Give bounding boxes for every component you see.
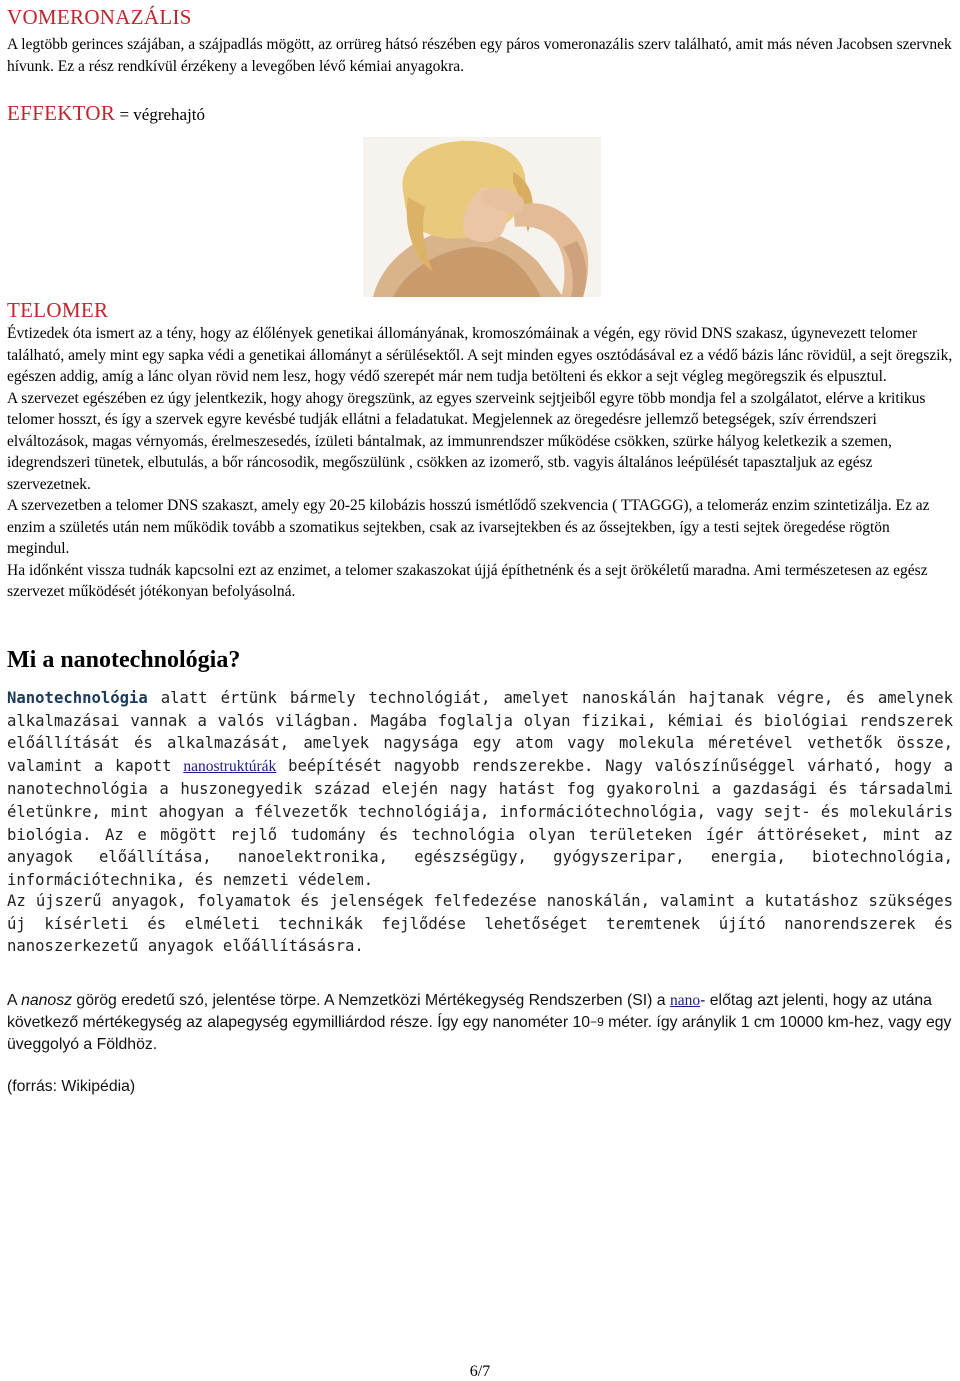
nanotechnology-heading: Mi a nanotechnológia? [7,647,241,673]
paragraph-text: A [7,992,22,1009]
telomer-paragraph: Ha időnként vissza tudnák kapcsolni ezt az enzimet, a telomer szakaszokat újjá építhetnénk és a sejt örökéletű maradna. Ami természetesen az egész szervezet működését jótékonyan befolyásolná. [7,561,928,600]
telomer-body [7,323,953,603]
telomer-paragraph: A szervezetben a telomer DNS szakaszt, amely egy 20-25 kilobázis hosszú ismétlődő szekvencia ( TTAGGG), a telomeráz enzim szintetizálja. Ez az enzim a születés után nem működik tovább a szomatikus sejtekben, csak az ivarsejtekben és az őssejtekben, így a testi sejtek öregedése rögtön megindul. [7,497,930,557]
nanostructures-link[interactable]: nanostruktúrák [183,757,277,775]
nano-prefix-link[interactable]: nano [669,992,701,1009]
telomer-heading: TELOMER [7,298,109,322]
photo-illustration [363,137,601,297]
effektor-definition: = végrehajtó [115,105,206,124]
effektor-heading: EFFEKTOR [7,101,116,125]
vomeronazalis-heading: VOMERONAZÁLIS [7,5,192,29]
nanotechnology-paragraph-2: Az újszerű anyagok, folyamatok és jelenségek felfedezése nanoskálán, valamint a kutatáshoz szükséges új kísérleti és elméleti technikák fejlődése lehetőséget teremtenek újító nanorendszerek és nanoszerkezetű anyagok előállításásra. [7,892,953,956]
source-note: (forrás: Wikipédia) [7,1078,136,1095]
telomer-paragraph: A szervezet egészében ez úgy jelentkezik, hogy ahogy öregszünk, az egyes szerveink sejtjeiből egyre több mondja fel a szolgálatot, elérve a kritikus telomer hosszt, és így a szervek egyre kevésbé tudják ellátni a feladatukat. Megjelennek az öregedésre jellemző betegségek, szív érrendszeri elváltozások, magas vérnyomás, érelmeszesedés, ízületi bántalmak, az immunrendszer működése csökken, szürke hályog keletkezik a szemen, idegrendszeri tünetek, elbutulás, a bőr ráncosodik, megőszülünk , csökken az izomerő, stb. vagyis általános leépülését tapasztaljuk az egész szervezetnek. [7,389,926,493]
exponent: −9 [590,1014,604,1029]
woman-headache-image [363,137,601,297]
nano-definition-paragraph [7,990,953,1056]
paragraph-text: - előtag azt jelenti, hogy az utána következő mértékegység az alapegység egymilliárdod része. Így egy nanométer 10 [7,992,932,1031]
paragraph-text: beépítését nagyobb rendszerekbe. Nagy valószínűséggel várható, hogy a nanotechnológia a huszonegyedik század elején nagy hatást fog gyakorolni a gazdasági és társadalmi életünkre, mint ahogyan a félvezetők technológiája, információtechnológia, vagy sejt- és molekuláris biológia. Az e mögött rejlő tudomány és technológia olyan területeken ígér áttöréseket, mint az anyagok előállítása, nanoelektronika, egészségügy, gyógyszeripar, energia, biotechnológia, információtechnika, és nemzeti védelem. [7,756,953,889]
vomeronazalis-paragraph: A legtöbb gerinces szájában, a szájpadlás mögött, az orrüreg hátsó részében egy páros vomeronazális szerv található, amit más néven Jacobsen szervnek hívunk. Ez a rész rendkívül érzékeny a levegőben lévő kémiai anyagokra. [7,36,952,75]
nanosz-word: nanosz [21,992,73,1009]
nanotechnology-term: Nanotechnológia [7,689,148,707]
page-number: 6/7 [469,1363,491,1380]
paragraph-text: görög eredetű szó, jelentése törpe. A Nemzetközi Mértékegység Rendszerben (SI) a [72,992,670,1009]
telomer-paragraph: Évtizedek óta ismert az a tény, hogy az élőlények genetikai állományának, kromoszómáinak a végén, egy rövid DNS szakasz, úgynevezett telomer található, amely mint egy sapka védi a genetikai állományt a sérülésektől. A sejt minden egyes osztódásával ez a védő bázis lánc rövidül, a sejt öregszik, egészen addig, amíg a lánc olyan rövid nem lesz, hogy védő szerepét már nem tudja betölteni és ekkor a sejt végleg megöregszik és elpusztul. [7,325,953,385]
paragraph-text: alatt értünk bármely technológiát, amelyet nanoskálán hajtanak végre, és amelynek alkalmazásai vannak a valós világban. Magába foglalja olyan fizikai, kémiai és biológiai rendszerek előállítását és alkalmazását, amelyek nagysága egy atom vagy molekula méretével vethetők össze, valamint a kapott [7,689,953,775]
paragraph-text: méter. így aránylik 1 cm 10000 km-hez, vagy egy üveggolyó a Földhöz. [7,1013,952,1053]
effektor-line [7,101,205,126]
nanotechnology-paragraph-1 [7,687,953,891]
